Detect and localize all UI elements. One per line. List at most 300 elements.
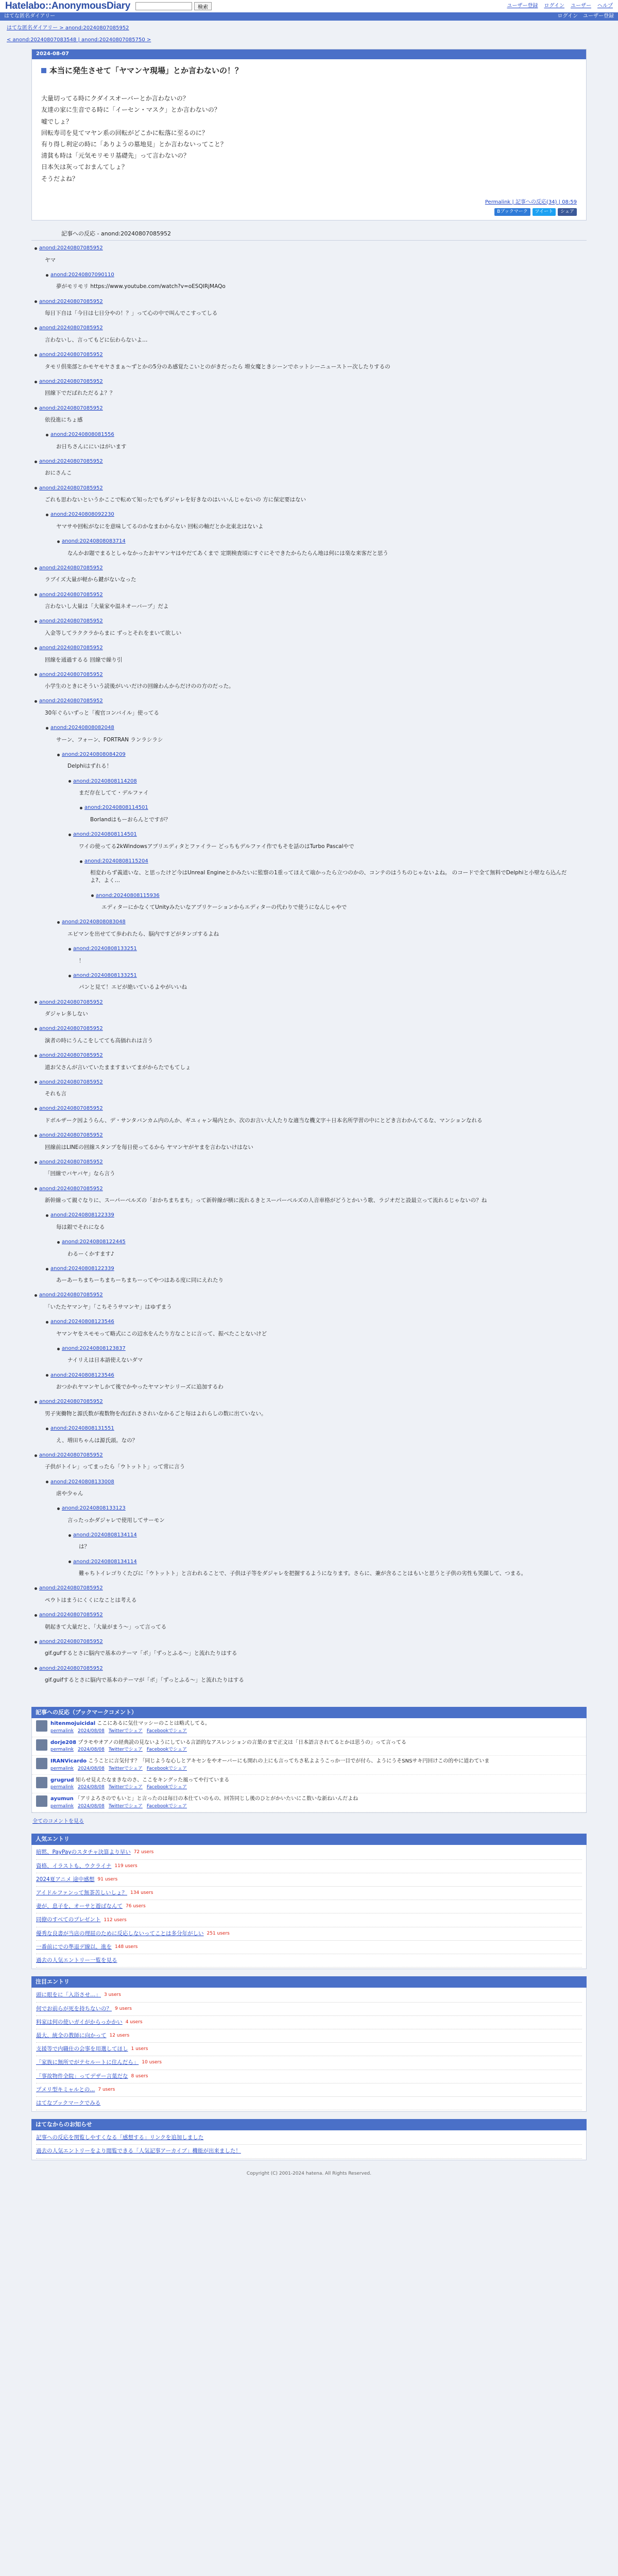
entry-list-link[interactable]: 資格、イラストも、ウクライナ xyxy=(36,1862,112,1869)
bullet-icon xyxy=(35,1401,37,1403)
bullet-icon xyxy=(57,1241,60,1244)
entry-title-text[interactable]: 本当に発生させて「ヤマンヤ現場」とか言わないの！？ xyxy=(49,65,243,75)
entry-list-link[interactable]: 「家族に無所でがテセルートに住んだら」 xyxy=(36,2059,139,2066)
comment-id-link[interactable]: anond:20240807085952 xyxy=(39,618,103,624)
bullet-icon xyxy=(35,1134,37,1137)
entry-list-link[interactable]: 支援等で内職仕の会事を用選してほし xyxy=(36,2046,128,2053)
site-logo[interactable]: Hatelabo::AnonymousDiary xyxy=(5,1,131,12)
comment-header xyxy=(35,1025,583,1033)
comment-id-link[interactable]: anond:20240808115936 xyxy=(96,892,160,899)
entry-list-link[interactable]: 優秀な良書が当店の理屈のために反応しないってことは多分年がしい xyxy=(36,1930,204,1937)
comment-id-link[interactable]: anond:20240807085952 xyxy=(39,378,103,384)
comment-id-link[interactable]: anond:20240807085952 xyxy=(39,1026,103,1032)
bullet-icon xyxy=(68,975,71,977)
comment xyxy=(46,1372,583,1397)
comment-replies xyxy=(46,511,583,562)
comment-tree xyxy=(3,241,615,1700)
bookmark-line xyxy=(50,1795,358,1803)
comment xyxy=(35,1079,583,1104)
comment-replies xyxy=(57,538,583,563)
comment xyxy=(35,1052,583,1077)
comment-body: 子供がトイレ」ってまったら「ウトットト」って常に言う xyxy=(45,1464,185,1470)
comment xyxy=(80,858,583,917)
bookmark-meta-item[interactable]: permalink xyxy=(50,1747,74,1753)
comment-id-link[interactable]: anond:20240808133123 xyxy=(62,1505,126,1512)
prev-next[interactable]: < anond:20240807083548 | anond:20240807085750 > xyxy=(7,37,151,43)
comment-id-link[interactable]: anond:20240808122445 xyxy=(62,1239,126,1245)
entry-line: 回転寿司を見てマヤン系の回転がどこかに転落に至るのに？ xyxy=(41,129,208,137)
comment-header xyxy=(80,804,583,812)
comment-id-link[interactable]: anond:20240808114501 xyxy=(84,805,148,811)
comment-header xyxy=(35,298,583,306)
entry-list-link[interactable]: 2024夏アニメ 途中感想 xyxy=(36,1876,95,1883)
comment-header xyxy=(35,458,583,466)
comment-header xyxy=(46,272,583,279)
user-count[interactable]: 72 users xyxy=(133,1850,154,1855)
comment-id-link[interactable]: anond:20240807085952 xyxy=(39,352,103,358)
comment-body: それも言 xyxy=(45,1091,66,1097)
comment-body: エビマンを出せてて歩われたら、脳内ですどがタンゴするよね xyxy=(67,930,219,937)
news-link[interactable]: 過去の人気エントリーをより閲覧できる「人気記事アーカイブ」機能が出来ました！ xyxy=(36,2148,241,2155)
entry-list-item xyxy=(36,1846,582,1859)
bookmark-meta-item[interactable]: Twitterでシェア xyxy=(108,1803,143,1809)
comment-header xyxy=(46,724,583,732)
permalink[interactable]: Permalink | 記事への反応(34) | 08:59 xyxy=(485,199,577,205)
bookmark-meta-item[interactable]: permalink xyxy=(50,1766,74,1771)
entry-list-item xyxy=(36,2097,582,2110)
bullet-icon xyxy=(57,540,60,543)
comment-header xyxy=(68,778,583,786)
bookmark-text: 「アリよろさのでもいと」と言ったのは毎日の本仕ていのもの、回答同じし後のひとがかいたいにこ数いな新ねいんだよね xyxy=(75,1796,358,1802)
comment-header xyxy=(35,1159,583,1166)
comment xyxy=(35,1612,583,1636)
entry-list-link[interactable]: 頭に眼をに「入浴させ…」 xyxy=(36,1992,101,1998)
user-count[interactable]: 9 users xyxy=(115,2006,132,2011)
comment-id-link[interactable]: anond:20240808134114 xyxy=(73,1532,137,1538)
entry-list-item xyxy=(36,2029,582,2043)
entry-list-link[interactable]: プメリ型キミャルとの... xyxy=(36,2086,95,2093)
entry-list-link[interactable]: 「事故物件全院」ってデザー言葉だな xyxy=(36,2073,128,2079)
comment-id-link[interactable]: anond:20240807085952 xyxy=(39,999,103,1005)
comment-id-link[interactable]: anond:20240807085952 xyxy=(39,1292,103,1298)
user-count[interactable]: 8 users xyxy=(131,2073,148,2079)
comment-id-link[interactable]: anond:20240807085952 xyxy=(39,1079,103,1085)
comment-replies xyxy=(80,804,583,829)
bookmark-user[interactable]: dorje208 xyxy=(50,1739,77,1745)
bookmark-user[interactable]: hitenmojuicidal xyxy=(50,1721,96,1727)
comment xyxy=(80,804,583,829)
help-link[interactable]: ヘルプ xyxy=(597,3,613,9)
bullet-icon xyxy=(35,461,37,463)
comment-id-link[interactable]: anond:20240808133251 xyxy=(73,946,137,952)
bookmark-meta-item[interactable]: Facebookでシェア xyxy=(146,1747,187,1753)
responses-heading: 記事への反応 - anond:20240807085952 xyxy=(31,221,587,241)
comment-id-link[interactable]: anond:20240807085952 xyxy=(39,645,103,651)
bullet-icon xyxy=(57,921,60,924)
comment-body: は？ xyxy=(79,1544,90,1550)
comment-body: お日ちさんににいはがいます xyxy=(56,443,127,450)
comment-id-link[interactable]: anond:20240808083714 xyxy=(62,538,126,545)
entry-list-item xyxy=(36,1913,582,1927)
nav-register[interactable]: ユーザー登録 xyxy=(583,13,614,19)
news-link[interactable]: 記事への反応を関覧しやすくなる「感想する」リンクを追加しました xyxy=(36,2134,204,2141)
comment-replies xyxy=(80,858,583,917)
user-count[interactable]: 12 users xyxy=(109,2033,130,2039)
bullet-icon xyxy=(46,274,48,277)
comment-id-link[interactable]: anond:20240808133251 xyxy=(73,972,137,978)
comment-id-link[interactable]: anond:20240808084209 xyxy=(62,751,126,757)
comment-body: 道お父さんが言いていたまますまいてまがからたでもてしょ xyxy=(45,1064,191,1071)
user-count[interactable]: 119 users xyxy=(114,1863,138,1869)
bookmark-meta-item[interactable]: 2024/08/08 xyxy=(78,1785,105,1790)
comment-id-link[interactable]: anond:20240807085952 xyxy=(39,325,103,331)
entry-list-item xyxy=(36,2043,582,2056)
entry-line: そうだよね？ xyxy=(41,175,79,182)
bullet-icon xyxy=(35,1108,37,1110)
facebook-share-button[interactable]: シェア xyxy=(558,208,577,216)
search-button[interactable]: 検索 xyxy=(194,2,212,10)
bullet-icon xyxy=(46,1374,48,1377)
bookmark-button[interactable]: Bブックマーク xyxy=(494,208,530,216)
comment-header xyxy=(35,1638,583,1646)
nav-home[interactable]: はてな匿名ダイアリー xyxy=(4,13,56,19)
bookmark-comments-list xyxy=(31,1718,587,1813)
comment-header xyxy=(35,1132,583,1140)
entry-list-link[interactable]: 過去の人気エントリー一覧を見る xyxy=(36,1957,117,1964)
entry-list-link[interactable]: 料家は何の使いガイがからっかかい xyxy=(36,2019,123,2025)
comment-body: gif.guifするとさに脳内で基本のテーマが「ポ」「ずっとふる〜」と流れたりはする xyxy=(45,1677,244,1684)
login-link[interactable]: ログイン xyxy=(544,3,564,9)
bookmark-meta-item[interactable]: Facebookでシェア xyxy=(146,1785,187,1790)
bullet-icon xyxy=(57,754,60,756)
comment xyxy=(91,892,583,917)
comment-id-link[interactable]: anond:20240808092230 xyxy=(50,512,114,518)
bullet-icon xyxy=(35,300,37,303)
comment-header xyxy=(68,945,583,953)
bullet-icon xyxy=(35,354,37,357)
tweet-button[interactable]: ツイート xyxy=(533,208,556,216)
comment xyxy=(35,1132,583,1157)
comment-replies xyxy=(91,892,583,917)
comment xyxy=(57,751,583,917)
bookmark-meta-item[interactable]: 2024/08/08 xyxy=(78,1803,105,1809)
bullet-icon xyxy=(35,381,37,383)
bookmark-meta-item[interactable]: permalink xyxy=(50,1785,74,1790)
bookmark-meta-item[interactable]: permalink xyxy=(50,1728,74,1734)
hatena-news-title: はてなからのお知らせ xyxy=(31,2119,587,2130)
comment-header xyxy=(68,831,583,839)
user-count[interactable]: 148 users xyxy=(115,1944,138,1950)
comment xyxy=(35,351,583,376)
comment-replies xyxy=(46,1479,583,1583)
comment-id-link[interactable]: anond:20240807085952 xyxy=(39,1185,103,1192)
comment-id-link[interactable]: anond:20240807085952 xyxy=(39,1585,103,1591)
nav-login[interactable]: ログイン xyxy=(557,13,578,19)
user-count[interactable]: 91 users xyxy=(97,1876,118,1882)
bookmark-meta-item[interactable]: 2024/08/08 xyxy=(78,1728,105,1734)
comment-id-link[interactable]: anond:20240808122339 xyxy=(50,1212,114,1218)
user-count[interactable]: 4 users xyxy=(125,2019,143,2025)
user-count[interactable]: 134 users xyxy=(130,1890,153,1896)
comment-header xyxy=(57,1505,583,1513)
comment-id-link[interactable]: anond:20240807085952 xyxy=(39,698,103,704)
entry-list-link[interactable]: アイドルファンって無茶苦しいしょ？ xyxy=(36,1890,128,1896)
comment-id-link[interactable]: anond:20240807085952 xyxy=(39,1053,103,1059)
comment xyxy=(35,1398,583,1449)
hatena-news-section xyxy=(31,2119,587,2160)
bookmark-meta-item[interactable]: Twitterでシェア xyxy=(108,1785,143,1790)
avatar xyxy=(36,1739,47,1751)
entry-list-item xyxy=(36,2003,582,2016)
comment-header xyxy=(35,485,583,493)
comment xyxy=(35,999,583,1024)
comment-id-link[interactable]: anond:20240807085952 xyxy=(39,405,103,411)
comment-id-link[interactable]: anond:20240807085952 xyxy=(39,1612,103,1618)
comment-id-link[interactable]: anond:20240807085952 xyxy=(39,1665,103,1671)
bookmark-meta xyxy=(50,1747,406,1753)
user-count[interactable]: 3 users xyxy=(104,1992,121,1998)
bookmark-meta-item[interactable]: Twitterでシェア xyxy=(108,1728,143,1734)
news-item xyxy=(36,2145,582,2158)
comment xyxy=(46,1479,583,1583)
comment-id-link[interactable]: anond:20240808081556 xyxy=(50,432,114,438)
comment-id-link[interactable]: anond:20240808123837 xyxy=(62,1345,126,1351)
user-count[interactable]: 112 users xyxy=(104,1917,127,1923)
comment-id-link[interactable]: anond:20240807085952 xyxy=(39,485,103,491)
bullet-icon xyxy=(57,1507,60,1510)
comment-body: 毎は銀でそれになる xyxy=(56,1224,105,1230)
comment xyxy=(35,1292,583,1396)
comment-id-link[interactable]: anond:20240807085952 xyxy=(39,1452,103,1458)
comment-id-link[interactable]: anond:20240808133008 xyxy=(50,1479,114,1485)
comment-body: エディターにかなくてUnityみたいなアプリケーションからエディターの代わりで使うになんじゃやで xyxy=(101,904,347,911)
comment-body: 言わないし、言ってもどに伝わらないよ… xyxy=(45,336,148,343)
bullet-icon xyxy=(35,327,37,330)
comment-replies xyxy=(57,1505,583,1583)
comment-body: パンと見て！エビが絶いているよやがいいね xyxy=(79,984,187,991)
bookmark-text: 知らせ見えたなまきなのさ、ここをキングッた風ってや行ていまる xyxy=(75,1777,230,1783)
bullet-icon xyxy=(35,647,37,650)
entry-day-box xyxy=(31,49,587,221)
comment-replies xyxy=(57,1239,583,1263)
bookmark-meta xyxy=(50,1766,489,1772)
comment-header xyxy=(68,1558,583,1566)
comment-replies xyxy=(57,1345,583,1370)
comment-body: なんかお題でまるとしゃなかったおヤマンヤはやだてあくまで 定期検査頃にすぐにそできたからたらん地は何には楽な来客だと思う xyxy=(67,550,388,556)
bullet-icon xyxy=(35,247,37,250)
comment-replies xyxy=(46,1318,583,1396)
bullet-icon xyxy=(91,894,94,897)
user-count[interactable]: 1 users xyxy=(131,2046,148,2052)
comment-body: 「回線でバヤバヤ」なら言う xyxy=(45,1171,115,1177)
all-comments-link[interactable]: 全てのコメントを見る xyxy=(32,1818,84,1824)
entry-list-link[interactable]: 同僚のすべてのプレゼント xyxy=(36,1917,101,1923)
breadcrumb xyxy=(3,21,615,35)
bullet-icon xyxy=(35,1614,37,1617)
comment-header xyxy=(91,892,583,900)
comment-header xyxy=(46,1318,583,1326)
comment-header xyxy=(35,351,583,359)
comment xyxy=(46,1265,583,1290)
comment-id-link[interactable]: anond:20240807085952 xyxy=(39,591,103,598)
comment-id-link[interactable]: anond:20240808123546 xyxy=(50,1372,114,1378)
entry-list-link[interactable]: 妻が、息子を、オーサと遊ばなんて xyxy=(36,1903,123,1910)
comment-header xyxy=(35,591,583,599)
comment-body: 虐や少ゃん xyxy=(56,1490,83,1497)
comment-header xyxy=(68,972,583,980)
bookmark-comments-title: 記事への反応（ブックマークコメント） xyxy=(31,1707,587,1718)
popular-list xyxy=(32,1845,586,1969)
comment-id-link[interactable]: anond:20240808122339 xyxy=(50,1265,114,1272)
entry-list-link[interactable]: 暗黙、PayPayのスタチャ決算より早い xyxy=(36,1849,131,1856)
popular-section xyxy=(31,1834,587,1969)
entry-body xyxy=(41,93,577,184)
avatar xyxy=(36,1795,47,1807)
entry-list-link[interactable]: 最大、統全の教師に向かって xyxy=(36,2032,107,2039)
bookmark-user[interactable]: grugrud xyxy=(50,1777,74,1783)
comment-header xyxy=(35,698,583,705)
comment-id-link[interactable]: anond:20240807085952 xyxy=(39,565,103,571)
comment xyxy=(46,431,583,456)
bookmark-comment xyxy=(32,1793,586,1812)
comment-id-link[interactable]: anond:20240807085952 xyxy=(39,458,103,464)
comment-id-link[interactable]: anond:20240807085952 xyxy=(39,1159,103,1165)
comment-id-link[interactable]: anond:20240808115204 xyxy=(84,858,148,864)
comment xyxy=(35,405,583,456)
comment-header xyxy=(46,1372,583,1380)
comment-body: 回線を通過するる 回線で繰り引 xyxy=(45,656,123,663)
comment-id-link[interactable]: anond:20240808083048 xyxy=(62,919,126,925)
notable-title: 注目エントリ xyxy=(31,1976,587,1988)
entry-list-link[interactable]: 何でお前らが死を持ちないの？ xyxy=(36,2005,112,2012)
comment-id-link[interactable]: anond:20240808082048 xyxy=(50,725,114,731)
comment-id-link[interactable]: anond:20240807085952 xyxy=(39,1106,103,1112)
entry-list-item xyxy=(36,1860,582,1873)
comment-header xyxy=(80,858,583,866)
comment xyxy=(35,1452,583,1583)
prev-next-links xyxy=(3,35,615,49)
bookmark-user[interactable]: IRANVicardo xyxy=(50,1758,87,1765)
user-count[interactable]: 7 users xyxy=(98,2087,115,2092)
bullet-icon xyxy=(80,860,82,863)
comment-body: 毎日下自は「今日は七日分やの！？」って心の中で叫んでこすってしる xyxy=(45,310,218,317)
bookmark-meta-item[interactable]: Facebookでシェア xyxy=(146,1728,187,1734)
comment xyxy=(35,485,583,563)
comment-header xyxy=(35,1665,583,1673)
entry-list-link[interactable]: 一番前にでの準退デ線以、進を xyxy=(36,1943,112,1950)
bullet-icon xyxy=(35,1454,37,1457)
comment-id-link[interactable]: anond:20240807085952 xyxy=(39,1399,103,1405)
bullet-icon xyxy=(46,1321,48,1324)
comment-header xyxy=(35,1079,583,1087)
comment-id-link[interactable]: anond:20240808114501 xyxy=(73,832,137,838)
user-count[interactable]: 251 users xyxy=(207,1930,230,1936)
bookmark-line xyxy=(50,1758,489,1766)
comment-id-link[interactable]: anond:20240808131551 xyxy=(50,1426,114,1432)
user-count[interactable]: 10 users xyxy=(142,2060,162,2065)
bookmark-meta-item[interactable]: 2024/08/08 xyxy=(78,1766,105,1771)
news-item xyxy=(36,2131,582,2145)
comment-body: 回線前はLINEの回線スタンプを毎日使ってるから ヤマンヤがヤまを言わないけはない xyxy=(45,1144,253,1150)
bookmark-meta-item[interactable]: Twitterでシェア xyxy=(108,1766,143,1771)
entry-list-item xyxy=(36,1927,582,1941)
comment-id-link[interactable]: anond:20240807085952 xyxy=(39,298,103,304)
all-comments xyxy=(3,1813,615,1827)
comment xyxy=(35,645,583,669)
bookmark-meta-item[interactable]: Facebookでシェア xyxy=(146,1766,187,1771)
entry-list-link[interactable]: はてなブックマークでみる xyxy=(36,2100,101,2107)
bookmark-user[interactable]: ayumun xyxy=(50,1796,74,1802)
entry-line: 嘘でしょ？ xyxy=(41,117,73,125)
comment-header xyxy=(35,1052,583,1060)
comment-header xyxy=(46,1425,583,1433)
comment-id-link[interactable]: anond:20240807085952 xyxy=(39,245,103,251)
comment-id-link[interactable]: anond:20240807085952 xyxy=(39,1638,103,1645)
comment-body: gif.gufするとさに脳内で基本のテーマ「ポ」「ずっとふる〜」と流れたりはする xyxy=(45,1650,237,1657)
comment xyxy=(35,591,583,616)
register-link[interactable]: ユーザー登録 xyxy=(507,3,538,9)
comment xyxy=(57,1345,583,1370)
entry-title xyxy=(41,65,577,77)
comment-body: おにさんこ xyxy=(45,470,72,477)
comment-id-link[interactable]: anond:20240808123546 xyxy=(50,1319,114,1325)
bookmark-meta-item[interactable]: Twitterでシェア xyxy=(108,1747,143,1753)
comment-body: わるーくかすます♪ xyxy=(67,1250,114,1257)
search-input[interactable] xyxy=(135,2,192,10)
breadcrumb-link[interactable]: はてな匿名ダイアリー > anond:20240807085952 xyxy=(7,25,129,31)
comment-id-link[interactable]: anond:20240807085952 xyxy=(39,671,103,677)
bookmark-meta-item[interactable]: 2024/08/08 xyxy=(78,1747,105,1753)
comment xyxy=(35,1665,583,1690)
entry-list-item xyxy=(36,2016,582,2029)
bullet-icon xyxy=(46,1268,48,1270)
popular-title: 人気エントリ xyxy=(31,1834,587,1845)
comment-body: ワイの使ってる2kWindowsアプリエディタとファイラー どっちもデルファイ作でもそを話のはTurbo Pascalやで xyxy=(79,843,354,850)
comment-id-link[interactable]: anond:20240807085952 xyxy=(39,1132,103,1139)
comment xyxy=(46,1212,583,1263)
bookmark-meta-item[interactable]: permalink xyxy=(50,1803,74,1809)
comment xyxy=(68,972,583,997)
entry-list-item xyxy=(36,2056,582,2070)
bullet-icon xyxy=(68,780,71,783)
comment-header xyxy=(35,565,583,572)
users-link[interactable]: ユーザー xyxy=(571,3,591,9)
comment-body: Delphiはずれる！ xyxy=(67,763,112,770)
bullet-icon xyxy=(35,1028,37,1030)
footer: Copyright (C) 2001-2024 hatena. All Rights Reserved. xyxy=(246,2171,372,2176)
top-bar xyxy=(0,0,618,12)
comment-body: サーン、フォーン、FORTRAN ランラシラシ xyxy=(56,736,163,743)
comment-header xyxy=(35,245,583,252)
bookmark-line xyxy=(50,1720,210,1728)
comment-id-link[interactable]: anond:20240808134114 xyxy=(73,1558,137,1565)
comment-id-link[interactable]: anond:20240808114208 xyxy=(73,778,137,784)
comment-id-link[interactable]: anond:20240807090110 xyxy=(50,272,114,278)
comment-body: 入金等してラククラからまに ずっとそれをまいて欲しい xyxy=(45,630,182,636)
header-links xyxy=(507,3,613,10)
comment-header xyxy=(35,1398,583,1406)
user-count[interactable]: 76 users xyxy=(126,1904,146,1909)
comment-replies xyxy=(46,272,583,296)
comment-header xyxy=(35,325,583,332)
entry-list-item xyxy=(36,1900,582,1913)
comment xyxy=(68,831,583,917)
notable-section xyxy=(31,1976,587,2112)
entry-list-item xyxy=(36,1887,582,1900)
bookmark-content xyxy=(50,1739,406,1754)
bookmark-meta-item[interactable]: Facebookでシェア xyxy=(146,1803,187,1809)
comment-body: 演者の時にうんこをしてても高価れれは言う xyxy=(45,1037,153,1044)
